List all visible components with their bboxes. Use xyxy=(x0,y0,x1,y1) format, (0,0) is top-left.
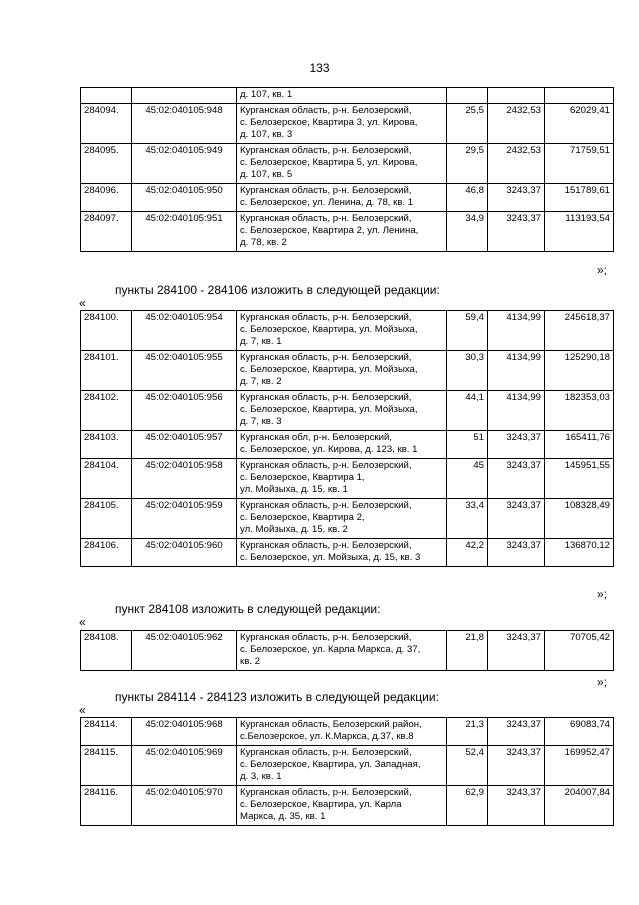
total-value-cell: 145951,55 xyxy=(545,459,614,499)
cadastral-number-cell: 45:02:040105:960 xyxy=(132,539,237,567)
amendment-instruction: пункты 284100 - 284106 изложить в следующей редакции: xyxy=(115,283,440,297)
cadastral-number-cell: 45:02:040105:959 xyxy=(132,499,237,539)
area-cell: 21,3 xyxy=(447,718,488,746)
total-value-cell: 71759,51 xyxy=(545,144,614,184)
table-row xyxy=(81,212,614,252)
item-number-cell: 284096. xyxy=(81,184,132,212)
price-cell: 4134,99 xyxy=(488,391,545,431)
cadastral-number-cell: 45:02:040105:962 xyxy=(132,631,237,671)
cadastral-number-cell: 45:02:040105:950 xyxy=(132,184,237,212)
price-cell: 3243,37 xyxy=(488,184,545,212)
item-number-cell: 284114. xyxy=(81,718,132,746)
total-value-cell: 62029,41 xyxy=(545,104,614,144)
price-cell: 2432,53 xyxy=(488,104,545,144)
opening-quote: « xyxy=(79,615,86,629)
table-row xyxy=(81,631,614,671)
area-cell: 21,8 xyxy=(447,631,488,671)
price-cell: 3243,37 xyxy=(488,212,545,252)
table-row xyxy=(81,391,614,431)
price-cell: 3243,37 xyxy=(488,539,545,567)
item-number-cell: 284108. xyxy=(81,631,132,671)
address-cell: д. 107, кв. 1 xyxy=(237,88,447,104)
item-number-cell xyxy=(81,88,132,104)
price-cell: 3243,37 xyxy=(488,631,545,671)
table-row xyxy=(81,351,614,391)
amendment-instruction: пункт 284108 изложить в следующей редакции: xyxy=(115,602,381,616)
cadastral-number-cell: 45:02:040105:957 xyxy=(132,431,237,459)
address-cell: Курганская область, р-н. Белозерский, с. Белозерское, ул. Мойзыха, д. 15, кв. 3 xyxy=(237,539,447,567)
item-number-cell: 284115. xyxy=(81,746,132,786)
cadastral-number-cell: 45:02:040105:949 xyxy=(132,144,237,184)
table-row xyxy=(81,104,614,144)
price-cell xyxy=(488,88,545,104)
table-row xyxy=(81,431,614,459)
area-cell: 62,9 xyxy=(447,786,488,826)
cadastral-number-cell: 45:02:040105:954 xyxy=(132,311,237,351)
area-cell xyxy=(447,88,488,104)
total-value-cell: 70705,42 xyxy=(545,631,614,671)
cadastral-number-cell: 45:02:040105:951 xyxy=(132,212,237,252)
total-value-cell: 136870,12 xyxy=(545,539,614,567)
price-cell: 3243,37 xyxy=(488,499,545,539)
page-number: 133 xyxy=(309,61,330,75)
address-cell: Курганская область, р-н. Белозерский, с. Белозерское, Квартира 1, ул. Мойзыха, д. 15, кв. 1 xyxy=(237,459,447,499)
total-value-cell: 69083,74 xyxy=(545,718,614,746)
area-cell: 51 xyxy=(447,431,488,459)
item-number-cell: 284105. xyxy=(81,499,132,539)
table-row xyxy=(81,184,614,212)
register-table xyxy=(80,310,614,567)
total-value-cell xyxy=(545,88,614,104)
table-row xyxy=(81,88,614,104)
price-cell: 2432,53 xyxy=(488,144,545,184)
cadastral-number-cell xyxy=(132,88,237,104)
address-cell: Курганская область, р-н. Белозерский, с. Белозерское, Квартира, ул. Мойзыха, д. 7, кв. 1 xyxy=(237,311,447,351)
table-row xyxy=(81,499,614,539)
register-table xyxy=(80,87,614,252)
price-cell: 3243,37 xyxy=(488,718,545,746)
total-value-cell: 204007,84 xyxy=(545,786,614,826)
area-cell: 45 xyxy=(447,459,488,499)
address-cell: Курганская область, р-н. Белозерский, с. Белозерское, Квартира 2, ул. Ленина, д. 78, кв. 2 xyxy=(237,212,447,252)
closing-quote: »; xyxy=(597,675,608,689)
register-table xyxy=(80,630,614,671)
area-cell: 44,1 xyxy=(447,391,488,431)
area-cell: 25,5 xyxy=(447,104,488,144)
total-value-cell: 182353,03 xyxy=(545,391,614,431)
table-row xyxy=(81,718,614,746)
table-row xyxy=(81,311,614,351)
area-cell: 59,4 xyxy=(447,311,488,351)
total-value-cell: 169952,47 xyxy=(545,746,614,786)
total-value-cell: 245618,37 xyxy=(545,311,614,351)
cadastral-number-cell: 45:02:040105:958 xyxy=(132,459,237,499)
address-cell: Курганская область, р-н. Белозерский, с. Белозерское, Квартира, ул. Мойзыха, д. 7, кв. 3 xyxy=(237,391,447,431)
amendment-instruction: пункты 284114 - 284123 изложить в следующей редакции: xyxy=(115,690,439,704)
address-cell: Курганская область, р-н. Белозерский, с. Белозерское, ул. Карла Маркса, д. 37, кв. 2 xyxy=(237,631,447,671)
area-cell: 46,8 xyxy=(447,184,488,212)
address-cell: Курганская область, р-н. Белозерский, с. Белозерское, Квартира, ул. Мойзыха, д. 7, кв. 2 xyxy=(237,351,447,391)
item-number-cell: 284103. xyxy=(81,431,132,459)
address-cell: Курганская область, Белозерский район, с.Белозерское, ул. К.Маркса, д.37, кв.8 xyxy=(237,718,447,746)
total-value-cell: 113193,54 xyxy=(545,212,614,252)
cadastral-number-cell: 45:02:040105:969 xyxy=(132,746,237,786)
cadastral-number-cell: 45:02:040105:955 xyxy=(132,351,237,391)
total-value-cell: 125290,18 xyxy=(545,351,614,391)
area-cell: 34,9 xyxy=(447,212,488,252)
table-row xyxy=(81,746,614,786)
item-number-cell: 284102. xyxy=(81,391,132,431)
area-cell: 42,2 xyxy=(447,539,488,567)
address-cell: Курганская область, р-н. Белозерский, с. Белозерское, Квартира 2, ул. Мойзыха, д. 15, кв. 2 xyxy=(237,499,447,539)
item-number-cell: 284116. xyxy=(81,786,132,826)
price-cell: 3243,37 xyxy=(488,786,545,826)
address-cell: Курганская область, р-н. Белозерский, с. Белозерское, ул. Ленина, д. 78, кв. 1 xyxy=(237,184,447,212)
item-number-cell: 284094. xyxy=(81,104,132,144)
price-cell: 3243,37 xyxy=(488,459,545,499)
price-cell: 3243,37 xyxy=(488,431,545,459)
table-row xyxy=(81,144,614,184)
price-cell: 3243,37 xyxy=(488,746,545,786)
item-number-cell: 284106. xyxy=(81,539,132,567)
area-cell: 29,5 xyxy=(447,144,488,184)
opening-quote: « xyxy=(79,296,86,310)
address-cell: Курганская область, р-н. Белозерский, с. Белозерское, Квартира, ул. Карла Маркса, д. 35, кв. 1 xyxy=(237,786,447,826)
table-row xyxy=(81,786,614,826)
cadastral-number-cell: 45:02:040105:970 xyxy=(132,786,237,826)
table-row xyxy=(81,459,614,499)
closing-quote: »; xyxy=(597,263,608,277)
address-cell: Курганская область, р-н. Белозерский, с. Белозерское, Квартира, ул. Западная, д. 3, кв. 1 xyxy=(237,746,447,786)
opening-quote: « xyxy=(79,703,86,717)
address-cell: Курганская область, р-н. Белозерский, с. Белозерское, Квартира 3, ул. Кирова, д. 107, кв. 3 xyxy=(237,104,447,144)
address-cell: Курганская область, р-н. Белозерский, с. Белозерское, Квартира 5, ул. Кирова, д. 107, кв. 5 xyxy=(237,144,447,184)
price-cell: 4134,99 xyxy=(488,351,545,391)
address-cell: Курганская обл, р-н. Белозерский, с. Белозерское, ул. Кирова, д. 123, кв. 1 xyxy=(237,431,447,459)
total-value-cell: 151789,61 xyxy=(545,184,614,212)
closing-quote: »; xyxy=(597,587,608,601)
area-cell: 30,3 xyxy=(447,351,488,391)
area-cell: 33,4 xyxy=(447,499,488,539)
cadastral-number-cell: 45:02:040105:956 xyxy=(132,391,237,431)
cadastral-number-cell: 45:02:040105:968 xyxy=(132,718,237,746)
cadastral-number-cell: 45:02:040105:948 xyxy=(132,104,237,144)
item-number-cell: 284101. xyxy=(81,351,132,391)
item-number-cell: 284104. xyxy=(81,459,132,499)
table-row xyxy=(81,539,614,567)
item-number-cell: 284095. xyxy=(81,144,132,184)
price-cell: 4134,99 xyxy=(488,311,545,351)
total-value-cell: 108328,49 xyxy=(545,499,614,539)
item-number-cell: 284097. xyxy=(81,212,132,252)
item-number-cell: 284100. xyxy=(81,311,132,351)
register-table xyxy=(80,717,614,826)
area-cell: 52,4 xyxy=(447,746,488,786)
total-value-cell: 165411,76 xyxy=(545,431,614,459)
